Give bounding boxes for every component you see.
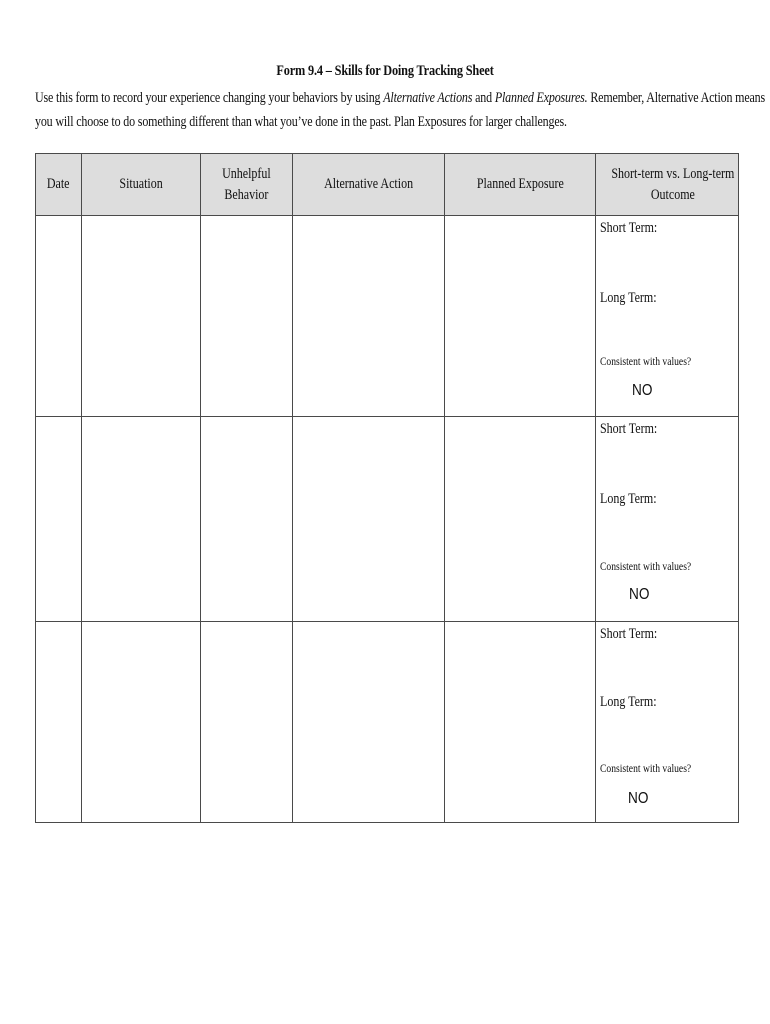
consistent-values-label: Consistent with values?	[600, 761, 692, 775]
alternative-action-cell[interactable]	[293, 622, 445, 823]
header-unhelpful-line-1: Unhelpful	[222, 165, 271, 182]
header-outcome-line-2: Outcome	[650, 186, 695, 203]
instructions-part-1: Use this form to record your experience changing your behaviors by using	[35, 90, 384, 106]
date-cell[interactable]	[36, 622, 82, 823]
long-term-label: Long Term:	[600, 491, 657, 507]
table-row	[36, 417, 739, 622]
outcome-block	[596, 622, 738, 822]
planned-exposure-cell[interactable]	[445, 417, 596, 622]
unhelpful-behavior-cell[interactable]	[201, 417, 293, 622]
page-title: Form 9.4 – Skills for Doing Tracking Sheet	[276, 63, 494, 79]
tracking-table	[35, 153, 739, 823]
outcome-cell[interactable]	[596, 622, 739, 823]
unhelpful-behavior-cell[interactable]	[201, 622, 293, 823]
planned-exposure-cell[interactable]	[445, 216, 596, 417]
outcome-block	[596, 216, 738, 416]
header-date	[36, 154, 82, 216]
date-cell[interactable]	[36, 216, 82, 417]
header-alternative-action-label: Alternative Action	[324, 176, 413, 192]
consistent-values-answer: NO	[628, 790, 649, 807]
header-alternative-action	[293, 154, 445, 216]
date-cell[interactable]	[36, 417, 82, 622]
header-outcome-line-1: Short-term vs. Long-term	[611, 165, 735, 182]
planned-exposure-cell[interactable]	[445, 622, 596, 823]
consistent-values-answer: NO	[629, 586, 650, 603]
table-row	[36, 622, 739, 823]
situation-cell[interactable]	[82, 216, 201, 417]
instructions-line-2: you will choose to do something different than what you’ve done in the past. Plan Exposures for larger challenges.	[35, 114, 567, 130]
header-unhelpful-behavior	[201, 154, 293, 216]
instructions-alternative-actions: Alternative Actions	[383, 90, 473, 106]
unhelpful-behavior-cell[interactable]	[201, 216, 293, 417]
header-planned-exposure-label: Planned Exposure	[476, 176, 564, 192]
short-term-label: Short Term:	[600, 626, 658, 642]
long-term-label: Long Term:	[600, 290, 657, 306]
alternative-action-cell[interactable]	[293, 417, 445, 622]
situation-cell[interactable]	[82, 417, 201, 622]
consistent-values-answer: NO	[632, 382, 653, 399]
header-outcome-label	[611, 164, 734, 206]
outcome-cell[interactable]	[596, 417, 739, 622]
table-row	[36, 216, 739, 417]
header-situation-label: Situation	[119, 176, 163, 192]
long-term-label: Long Term:	[600, 694, 657, 710]
consistent-values-label: Consistent with values?	[600, 559, 692, 573]
situation-cell[interactable]	[82, 622, 201, 823]
header-situation	[82, 154, 201, 216]
header-row	[36, 154, 739, 216]
consistent-values-label: Consistent with values?	[600, 354, 692, 368]
instructions-text	[35, 86, 766, 134]
instructions-line-1	[35, 86, 766, 110]
header-unhelpful-behavior-label	[222, 164, 271, 206]
short-term-label: Short Term:	[600, 421, 658, 437]
outcome-cell[interactable]	[596, 216, 739, 417]
short-term-label: Short Term:	[600, 220, 658, 236]
instructions-planned-exposures: Planned Exposures.	[494, 90, 588, 106]
header-date-label: Date	[47, 176, 70, 192]
instructions-part-3: Remember, Alternative Action means	[587, 90, 766, 106]
header-planned-exposure	[445, 154, 596, 216]
header-unhelpful-line-2: Behavior	[224, 186, 269, 203]
alternative-action-cell[interactable]	[293, 216, 445, 417]
instructions-part-2: and	[472, 90, 495, 106]
outcome-block	[596, 417, 738, 621]
header-outcome	[596, 154, 739, 216]
